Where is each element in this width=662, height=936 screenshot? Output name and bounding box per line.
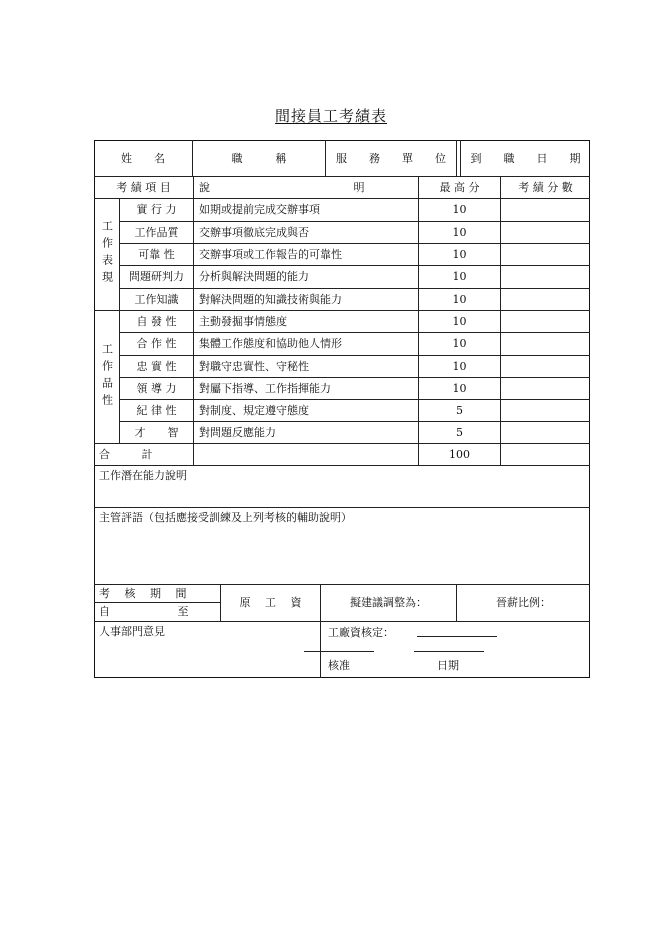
potential-ability-label: 工作潛在能力說明: [99, 469, 187, 482]
item-description: 交辦事項徹底完成與否: [199, 225, 309, 239]
item-name: 可靠 性: [138, 247, 175, 261]
score-column-header: 考 績 分 數: [518, 180, 573, 194]
item-name: 工作知識: [134, 292, 179, 306]
item-description: 對屬下指導、工作指揮能力: [199, 381, 331, 395]
total-label-start: 合: [99, 447, 110, 461]
item-score-field[interactable]: [501, 289, 590, 310]
item-max-score: 10: [452, 359, 467, 373]
item-description: 分析與解決問題的能力: [199, 270, 309, 283]
approval-date-label: 日期: [437, 659, 459, 672]
assessment-period-label: 考 核 期 間: [99, 586, 187, 600]
period-to-label: 至: [177, 605, 189, 618]
original-salary-label: 原 工 資: [239, 596, 302, 609]
item-description: 主動發掘事情態度: [199, 314, 287, 328]
item-name: 忠 實 性: [136, 359, 177, 373]
item-description: 對職守忠實性、守秘性: [199, 359, 309, 373]
item-name: 工作品質: [134, 225, 179, 239]
item-name: 問題研判力: [129, 270, 184, 283]
item-description: 對制度、規定遵守態度: [199, 403, 309, 417]
factory-approval-label: 工廠資核定：: [328, 626, 394, 639]
item-score-field[interactable]: [501, 422, 590, 443]
item-score-field[interactable]: [501, 356, 590, 377]
item-max-score: 10: [452, 247, 467, 261]
item-description: 交辦事項或工作報告的可靠性: [199, 247, 342, 261]
item-name: 領 導 力: [136, 381, 177, 395]
item-max-score: 10: [452, 292, 467, 306]
item-score-field[interactable]: [501, 199, 590, 221]
description-column-header-end: 明: [353, 180, 365, 194]
raise-ratio-label: 晉薪比例：: [496, 596, 551, 609]
total-max-score: 100: [449, 447, 470, 461]
item-description: 對解決問題的知識技術與能力: [199, 292, 342, 306]
item-max-score: 10: [452, 203, 467, 216]
item-name: 自 發 性: [136, 314, 177, 328]
item-score-field[interactable]: [501, 222, 590, 243]
item-max-score: 5: [456, 403, 463, 417]
item-description: 集體工作態度和協助他人情形: [199, 337, 342, 350]
approve-label: 核准: [328, 659, 350, 672]
item-score-field[interactable]: [501, 311, 590, 332]
item-max-score: 10: [452, 270, 467, 283]
item-description: 對問題反應能力: [199, 425, 276, 439]
group-label-work-character: 工作品性: [100, 342, 114, 411]
unit-header: 服 務 單 位: [336, 151, 446, 165]
group-label-work-performance: 工作表現: [100, 220, 114, 288]
approval-signature-line[interactable]: [414, 651, 484, 652]
description-column-header-start: 說: [199, 180, 210, 194]
appraisal-form: [94, 140, 590, 678]
item-name: 合 作 性: [136, 337, 177, 350]
item-score-field[interactable]: [501, 400, 590, 421]
name-header: 姓 名: [121, 151, 165, 165]
item-name: 紀 律 性: [136, 403, 177, 417]
position-header: 職 稱: [231, 151, 287, 165]
item-max-score: 10: [452, 337, 467, 350]
item-score-field[interactable]: [501, 378, 590, 399]
item-name: 實 行 力: [136, 203, 177, 216]
hr-signature-line[interactable]: [304, 651, 374, 652]
factory-approval-signature-line[interactable]: [417, 636, 497, 637]
item-score-field[interactable]: [501, 266, 590, 288]
item-name: 才 智: [134, 425, 179, 439]
period-from-label: 自: [99, 605, 110, 618]
start-date-header: 到 職 日 期: [470, 151, 581, 165]
total-label-end: 計: [141, 447, 153, 461]
item-score-field[interactable]: [501, 244, 590, 265]
hr-opinion-label: 人事部門意見: [99, 625, 165, 638]
item-max-score: 10: [452, 381, 467, 395]
item-column-header: 考 績 項 目: [116, 180, 171, 194]
header-col-divider: [456, 140, 457, 176]
item-max-score: 10: [452, 314, 467, 328]
supervisor-comments-label: 主管評語（包括應接受訓練及上列考核的輔助說明）: [99, 511, 352, 524]
item-description: 如期或提前完成交辦事項: [199, 203, 320, 216]
proposed-adjustment-label: 擬建議調整為：: [350, 596, 427, 609]
item-max-score: 10: [452, 225, 467, 239]
total-score-field[interactable]: [501, 444, 590, 465]
page-title: 間接員工考績表: [274, 107, 387, 125]
max-score-column-header: 最 高 分: [439, 180, 480, 194]
item-max-score: 5: [456, 425, 463, 439]
item-score-field[interactable]: [501, 333, 590, 355]
